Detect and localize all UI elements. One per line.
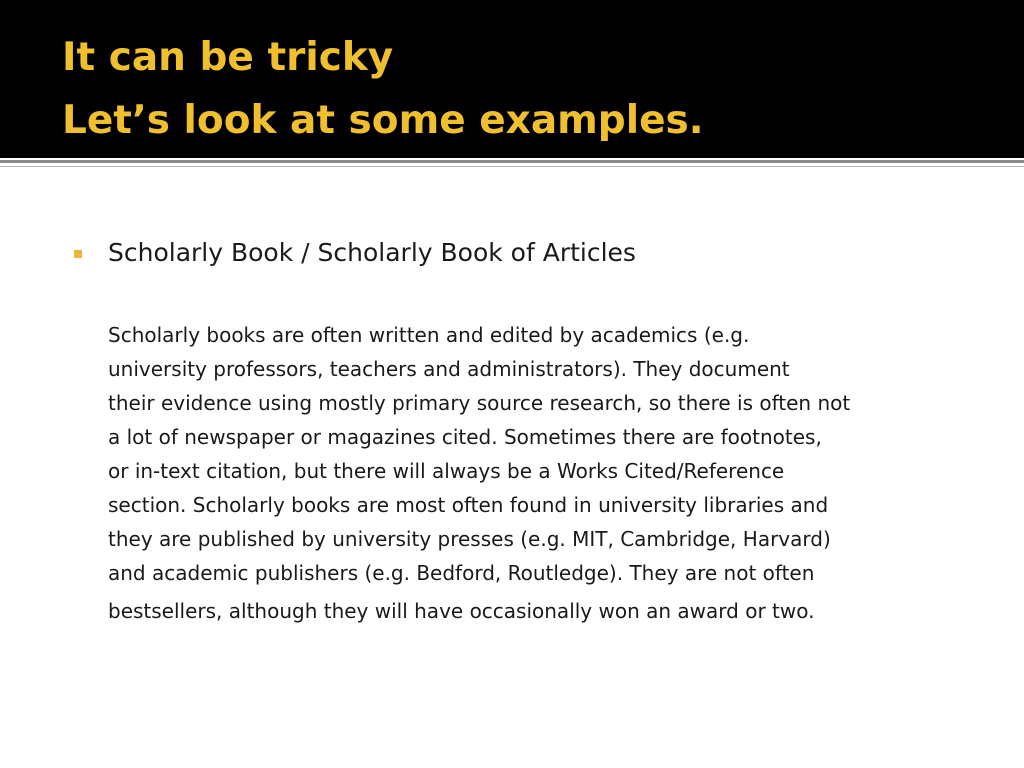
bullet-heading: Scholarly Book / Scholarly Book of Articles [108,238,636,267]
slide-title-line-1: It can be tricky [62,35,394,80]
body-line: they are published by university presses (e.g. MIT, Cambridge, Harvard) [108,527,831,551]
body-line: a lot of newspaper or magazines cited. Sometimes there are footnotes, [108,425,822,449]
square-bullet-icon [74,250,82,258]
bullet-body-paragraph [108,318,988,628]
body-line: university professors, teachers and administrators). They document [108,357,790,381]
body-line: section. Scholarly books are most often found in university libraries and [108,493,829,517]
header-divider-thin [0,166,1024,167]
header-divider-thick [0,160,1024,163]
body-line: or in-text citation, but there will always be a Works Cited/Reference [108,459,785,483]
slide-header [0,0,1024,158]
body-line: and academic publishers (e.g. Bedford, Routledge). They are not often [108,561,815,585]
body-line: bestsellers, although they will have occasionally won an award or two. [108,599,815,623]
body-line: Scholarly books are often written and edited by academics (e.g. [108,323,750,347]
slide-title-line-2: Let’s look at some examples. [62,98,704,143]
body-line: their evidence using mostly primary source research, so there is often not [108,391,851,415]
